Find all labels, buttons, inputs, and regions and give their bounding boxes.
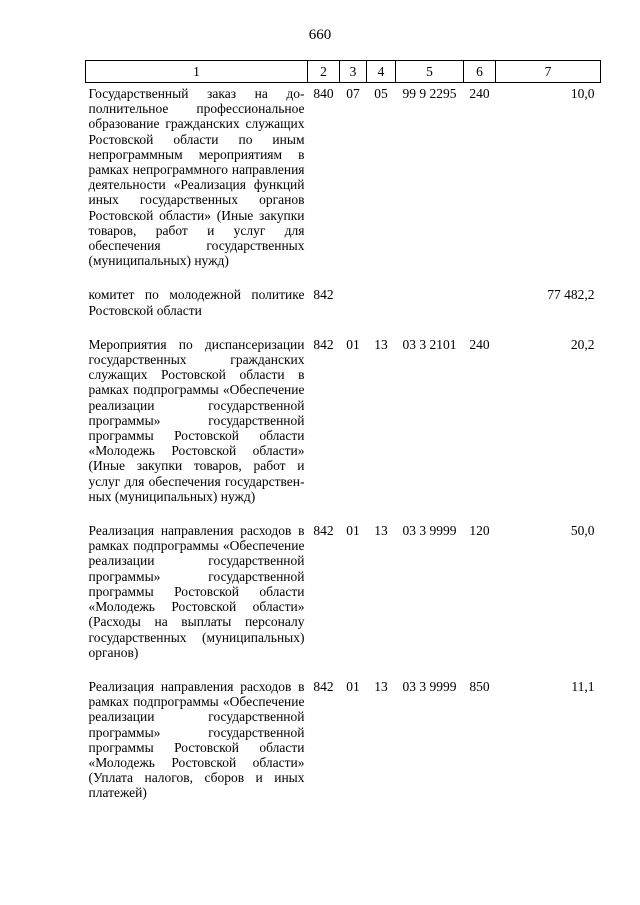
row-code-subsection [367,284,396,333]
row-code-section [340,284,367,333]
row-code-target [396,284,464,333]
row-description: Реализация направления расходов в рамках подпрограммы «Обеспечение реализации государственной программы» государственной программы Ростовской области «Молодежь Ростовской области» (Расходы на выплаты персоналу государственных (муниципальных) органов) [88,523,305,660]
row-code-ministry: 840 [313,86,334,101]
row-code-expense-type: 850 [469,678,490,694]
header-col-1: 1 [86,61,308,83]
row-amount: 20,2 [570,336,595,352]
table-row [86,676,601,817]
header-col-2: 2 [308,61,340,83]
row-code-section: 01 [346,523,360,539]
row-code-subsection: 13 [374,678,388,694]
page-number: 660 [308,27,332,43]
row-code-ministry: 842 [313,287,334,303]
row-description: Государственный заказ на дополнительное профессиональное образование гражданских служащих Ростовской области по иным непрограммным мероприятиям в рамках непрограммного направления деятельности «Реализация функций иных государственных органов Ростовской области» (Иные закупки товаров, работ и услуг для обеспечения государственных (муниципальных) нужд) [88,86,305,269]
table-row [86,520,601,676]
row-code-section: 01 [346,336,360,352]
row-code-expense-type: 120 [469,523,490,539]
budget-table [85,60,601,817]
header-col-5: 5 [396,61,464,83]
header-col-6: 6 [464,61,496,83]
row-description: комитет по молодежной политике Ростовской области [88,287,305,318]
table-row [86,334,601,520]
header-row [86,61,601,83]
table-row [86,83,601,285]
row-code-ministry: 842 [313,678,334,694]
row-code-ministry: 842 [313,336,334,352]
row-amount: 50,0 [570,523,595,539]
row-amount: 77 482,2 [547,287,595,303]
header-col-4: 4 [367,61,396,83]
row-amount: 10,0 [570,86,595,101]
header-col-3: 3 [340,61,367,83]
row-code-target: 03 3 9999 [402,678,457,694]
row-code-target: 99 9 2295 [402,86,457,101]
row-description: Реализация направления расходов в рамках подпрограммы «Обеспечение реализации государственной программы» государственной программы Ростовской области «Молодежь Ростовской области» (Уплата налогов, сборов и иных платежей) [88,678,305,801]
row-description: Мероприятия по диспансеризации государственных гражданских служащих Ростовской области в рамках подпрограммы «Обеспечение реализации государственной программы» государственной программы Ростовской области «Молодежь Ростовской области» (Иные закупки товаров, работ и услуг для обеспечения государственных (муниципальных) нужд) [88,336,305,504]
row-code-expense-type: 240 [469,86,490,101]
row-code-subsection: 13 [374,523,388,539]
row-code-section: 01 [346,678,360,694]
header-col-7: 7 [496,61,601,83]
row-code-section: 07 [346,86,360,101]
row-code-expense-type [464,284,496,333]
row-code-target: 03 3 2101 [402,336,457,352]
row-code-target: 03 3 9999 [402,523,457,539]
row-amount: 11,1 [571,678,595,694]
row-code-subsection: 05 [374,86,388,101]
table-row [86,284,601,333]
row-code-ministry: 842 [313,523,334,539]
row-code-subsection: 13 [374,336,388,352]
row-code-expense-type: 240 [469,336,490,352]
